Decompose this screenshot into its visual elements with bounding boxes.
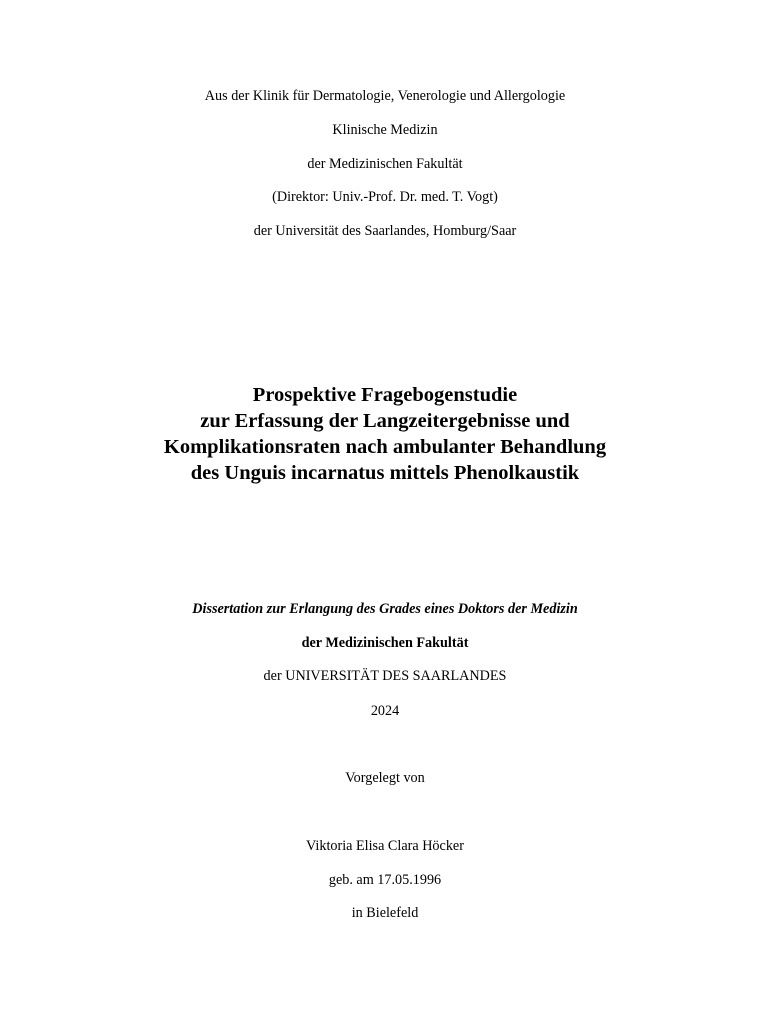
dissertation-university: der UNIVERSITÄT DES SAARLANDES	[263, 668, 507, 684]
title-line: des Unguis incarnatus mittels Phenolkaustik	[190, 462, 580, 484]
clinic-line: Aus der Klinik für Dermatologie, Venerologie und Allergologie	[204, 88, 566, 104]
university-line: der Universität des Saarlandes, Homburg/Saar	[253, 223, 517, 239]
faculty-line: der Medizinischen Fakultät	[307, 156, 463, 172]
presented-by: Vorgelegt von	[345, 770, 425, 786]
dissertation-faculty: der Medizinischen Fakultät	[301, 635, 469, 651]
author-birthplace: in Bielefeld	[351, 905, 419, 921]
author-name: Viktoria Elisa Clara Höcker	[306, 838, 464, 854]
title-line: Komplikationsraten nach ambulanter Behandlung	[163, 436, 607, 458]
dissertation-title	[0, 382, 770, 486]
dissertation-year: 2024	[370, 703, 400, 719]
director-line: (Direktor: Univ.-Prof. Dr. med. T. Vogt)	[272, 189, 498, 205]
dissertation-purpose: Dissertation zur Erlangung des Grades eines Doktors der Medizin	[192, 601, 578, 617]
author-birthdate: geb. am 17.05.1996	[328, 872, 442, 888]
title-line: Prospektive Fragebogenstudie	[252, 384, 518, 406]
department-line: Klinische Medizin	[332, 122, 438, 138]
title-line: zur Erfassung der Langzeitergebnisse und	[200, 410, 570, 432]
